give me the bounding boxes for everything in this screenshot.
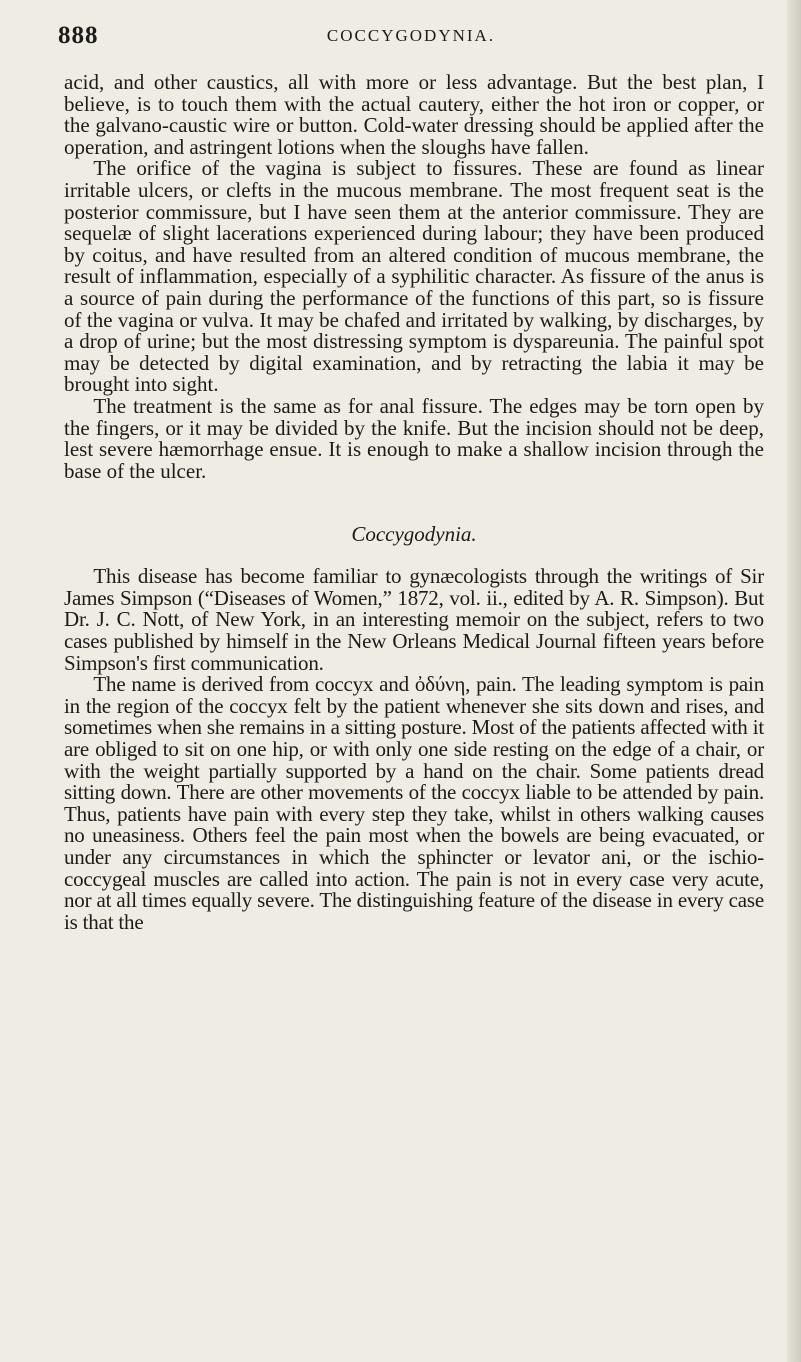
section-heading: Coccygodynia. <box>351 522 477 547</box>
paragraph: The orifice of the vagina is subject to fissures. These are found as linear irritable ulcers, or clefts in the mucous membrane. The most frequent seat is the posterior commissure, but I have seen them at the anterior commissure. They are sequelæ of slight lacerations experienced during labour; they have been produced by coitus, and have resulted from an altered condition of mucous membrane, the result of inflammation, especially of a syphilitic character. As fissure of the anus is a source of pain during the performance of the functions of this part, so is fissure of the vagina or vulva. It may be chafed and irritated by walking, by discharges, by a drop of urine; but the most distressing symptom is dyspareunia. The painful spot may be detected by digital examination, and by retracting the labia it may be brought into sight. <box>64 156 764 397</box>
paragraph: The treatment is the same as for anal fissure. The edges may be torn open by the fingers, or it may be divided by the knife. But the incision should not be deep, lest severe hæmorrhage ensue. It is enough to make a shallow incision through the base of the ulcer. <box>64 393 764 483</box>
page-header <box>58 22 764 58</box>
page-edge-shadow <box>787 0 801 1362</box>
page-number: 888 <box>58 22 99 49</box>
paragraph: The name is derived from coccyx and ὀδύνη, pain. The leading symptom is pain in the region of the coccyx felt by the patient whenever she sits down and rises, and sometimes when she remains in a sitting posture. Most of the patients affected with it are obliged to sit on one hip, or with only one side resting on the edge of a chair, or with the weight partially supported by a hand on the chair. Some patients dread sitting down. There are other movements of the coccyx liable to be attended by pain. Thus, patients have pain with every step they take, whilst in others walking causes no uneasiness. Others feel the pain most when the bowels are being evacuated, or under any circumstances in which the sphincter or levator ani, or the ischio-coccygeal muscles are called into action. The pain is not in every case very acute, nor at all times equally severe. The distinguishing feature of the disease in every case is that the <box>64 672 764 934</box>
paragraph: This disease has become familiar to gynæcologists through the writings of Sir James Simpson (“Diseases of Women,” 1872, vol. ii., edited by A. R. Simpson). But Dr. J. C. Nott, of New York, in an interesting memoir on the subject, refers to two cases published by himself in the New Orleans Medical Journal fifteen years before Simpson's first communication. <box>64 564 764 675</box>
spacer <box>64 482 764 524</box>
paragraph: acid, and other caustics, all with more or less advantage. But the best plan, I believe, is to touch them with the actual cautery, either the hot iron or copper, or the galvano-caustic wire or button. Cold-water dressing should be applied after the operation, and astringent lotions when the sloughs have fallen. <box>64 70 764 159</box>
running-title: COCCYGODYNIA. <box>326 26 496 45</box>
page-body <box>64 72 764 933</box>
